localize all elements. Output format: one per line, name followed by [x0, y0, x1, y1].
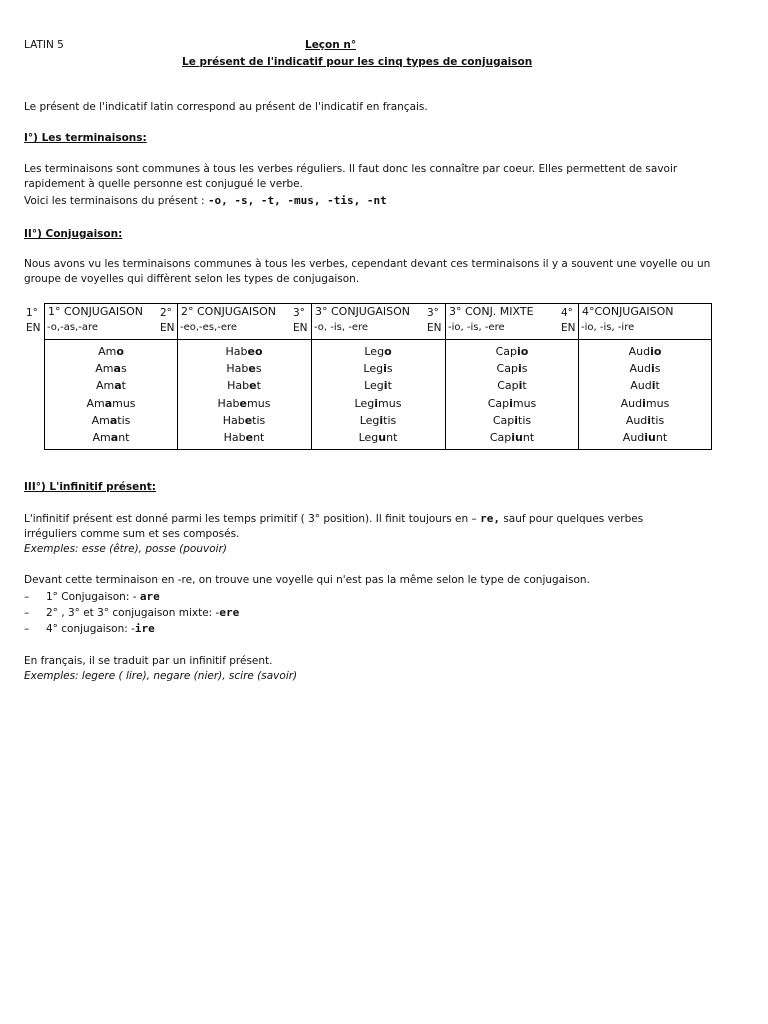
verb-stem: Leg: [354, 396, 375, 410]
verb-stem: Leg: [364, 379, 384, 393]
verb-stem: Hab: [223, 430, 246, 444]
verb-ending: nt: [522, 430, 535, 444]
verb-vowel: eo: [247, 345, 263, 358]
verb-vowel: a: [114, 379, 122, 393]
verb-ending: s: [654, 362, 661, 376]
section3-line4: En français, il se traduit par un infinitif présent.: [24, 655, 273, 667]
verb-vowel: iu: [511, 430, 523, 444]
verb-vowel: a: [104, 396, 113, 410]
verb-vowel: i: [374, 396, 379, 410]
verb-form: [578, 429, 712, 446]
verb-vowel: i: [383, 379, 388, 393]
section3-line1c: sauf pour quelques verbes: [499, 513, 644, 525]
verb-ending: s: [386, 362, 393, 376]
verb-ending: mus: [378, 396, 402, 410]
verb-stem: Am: [95, 362, 114, 376]
verb-ending: t: [121, 379, 126, 393]
verb-form: [311, 343, 445, 360]
verb-stem: Am: [92, 430, 111, 444]
page-title: Le présent de l'indicatif pour les cinq types de conjugaison: [182, 56, 533, 68]
verb-ending: tis: [383, 413, 397, 427]
verb-stem: Aud: [630, 379, 652, 393]
verb-ending: t: [256, 379, 261, 393]
verb-vowel: i: [383, 362, 387, 376]
column-forms: [177, 343, 311, 446]
column-forms: [311, 343, 445, 446]
verb-form: [44, 377, 178, 394]
verb-vowel: i: [651, 379, 656, 393]
infinitive-ending: ire: [134, 622, 155, 635]
verb-stem: Aud: [628, 345, 651, 358]
verb-vowel: o: [384, 345, 392, 358]
verb-stem: Am: [95, 379, 115, 393]
verb-form: [311, 429, 445, 446]
verb-stem: Leg: [363, 362, 384, 376]
side-label-en: EN: [427, 322, 442, 334]
section3-heading: III°) L'infinitif présent:: [24, 481, 156, 493]
infinitive-ending: ere: [219, 606, 240, 619]
section1-line2: rapidement à quelle personne est conjugué le verbe.: [24, 178, 303, 190]
verb-form: [578, 377, 712, 394]
verb-stem: Cap: [497, 379, 519, 393]
verb-vowel: e: [249, 379, 257, 393]
column-title: 2° CONJUGAISON: [181, 305, 277, 318]
column-title: 4°CONJUGAISON: [582, 305, 674, 318]
verb-vowel: i: [509, 396, 513, 410]
verb-form: [311, 377, 445, 394]
verb-stem: Leg: [358, 430, 379, 444]
verb-ending: nt: [386, 430, 398, 444]
side-label-number: 2°: [160, 307, 172, 319]
column-forms: [445, 343, 579, 446]
section3-line1: [24, 511, 643, 527]
course-label: LATIN 5: [24, 39, 64, 51]
verb-ending: nt: [253, 430, 265, 444]
side-label-en: EN: [561, 322, 576, 334]
re-ending: re,: [480, 512, 500, 525]
column-endings: -o, -is, -ere: [314, 322, 369, 333]
section1-heading: I°) Les terminaisons:: [24, 132, 147, 144]
verb-stem: Cap: [487, 396, 510, 410]
verb-ending: t: [387, 379, 392, 393]
column-endings: -io, -is, -ire: [581, 322, 635, 333]
list-text: 4° conjugaison: -: [46, 623, 135, 635]
verb-form: [311, 395, 445, 412]
verb-form: [311, 412, 445, 429]
infinitive-list-item: [24, 605, 239, 621]
verb-stem: Aud: [629, 362, 651, 376]
verb-ending: nt: [655, 430, 668, 444]
verb-ending: mus: [645, 396, 670, 410]
example-infinitives: Exemples: legere ( lire), negare (nier), scire (savoir): [24, 670, 298, 682]
section3-line2: irréguliers comme sum et ses composés.: [24, 528, 240, 540]
present-endings: -o, -s, -t, -mus, -tis, -nt: [207, 194, 387, 207]
verb-stem: Cap: [489, 430, 512, 444]
verb-form: [445, 395, 579, 412]
list-dash: –: [24, 623, 30, 635]
verb-stem: Hab: [227, 379, 250, 393]
verb-form: [445, 429, 579, 446]
infinitive-list-item: [24, 621, 155, 637]
verb-form: [445, 360, 579, 377]
section1-line3-text: Voici les terminaisons du présent :: [24, 195, 208, 207]
verb-ending: mus: [512, 396, 537, 410]
verb-vowel: io: [650, 345, 662, 358]
section1-line3: [24, 193, 387, 209]
verb-stem: Hab: [226, 362, 249, 376]
verb-form: [578, 343, 712, 360]
verb-ending: tis: [117, 413, 131, 427]
side-label-en: EN: [293, 322, 308, 334]
column-title: 3° CONJ. MIXTE: [449, 305, 534, 318]
verb-stem: Aud: [620, 396, 643, 410]
verb-form: [445, 377, 579, 394]
side-label-number: 3°: [427, 307, 439, 319]
side-label-number: 1°: [26, 307, 38, 319]
list-dash: –: [24, 591, 30, 603]
verb-stem: Cap: [496, 362, 518, 376]
verb-form: [177, 412, 311, 429]
verb-stem: Hab: [225, 345, 248, 358]
verb-ending: mus: [112, 396, 136, 410]
example-irregular: Exemples: esse (être), posse (pouvoir): [24, 543, 227, 555]
column-forms: [44, 343, 178, 446]
list-text: 1° Conjugaison: -: [46, 591, 140, 603]
section2-line2: groupe de voyelles qui diffèrent selon les types de conjugaison.: [24, 273, 360, 285]
verb-vowel: i: [647, 413, 652, 427]
column-title: 1° CONJUGAISON: [48, 305, 144, 318]
verb-stem: Cap: [495, 345, 518, 358]
column-endings: -o,-as,-are: [47, 322, 98, 333]
verb-stem: Leg: [364, 345, 385, 358]
verb-vowel: i: [517, 362, 522, 376]
verb-vowel: e: [248, 362, 256, 376]
verb-vowel: a: [109, 413, 118, 427]
verb-vowel: i: [650, 362, 655, 376]
verb-vowel: i: [518, 379, 523, 393]
verb-form: [44, 360, 178, 377]
verb-form: [177, 377, 311, 394]
section3-line3: Devant cette terminaison en -re, on trouve une voyelle qui n'est pas la même selon le type de conjugaison.: [24, 574, 590, 586]
verb-ending: s: [255, 362, 262, 376]
section2-heading: II°) Conjugaison:: [24, 228, 123, 240]
verb-vowel: e: [244, 413, 253, 427]
column-endings: -eo,-es,-ere: [180, 322, 238, 333]
verb-vowel: e: [239, 396, 248, 410]
table-header-divider: [44, 339, 712, 340]
verb-form: [311, 360, 445, 377]
section1-line1: Les terminaisons sont communes à tous les verbes réguliers. Il faut donc les connaître par coeur. Elles permettent de savoir: [24, 163, 678, 175]
verb-vowel: a: [113, 362, 121, 376]
verb-form: [44, 395, 178, 412]
verb-stem: Hab: [222, 413, 245, 427]
section2-line1: Nous avons vu les terminaisons communes à tous les verbes, cependant devant ces terminaisons il y a souvent une voyelle ou un: [24, 258, 711, 270]
verb-stem: Aud: [625, 413, 648, 427]
verb-form: [177, 429, 311, 446]
verb-ending: tis: [518, 413, 532, 427]
intro-text: Le présent de l'indicatif latin correspond au présent de l'indicatif en français.: [24, 101, 428, 113]
verb-form: [578, 395, 712, 412]
verb-stem: Aud: [622, 430, 645, 444]
verb-ending: s: [521, 362, 528, 376]
column-endings: -io, -is, -ere: [448, 322, 505, 333]
verb-ending: tis: [651, 413, 665, 427]
verb-form: [578, 412, 712, 429]
verb-stem: Hab: [217, 396, 240, 410]
list-text: 2° , 3° et 3° conjugaison mixte: -: [46, 607, 220, 619]
verb-form: [177, 395, 311, 412]
verb-stem: Am: [86, 396, 105, 410]
verb-form: [578, 360, 712, 377]
side-label-number: 3°: [293, 307, 305, 319]
column-forms: [578, 343, 712, 446]
verb-ending: t: [522, 379, 527, 393]
verb-stem: Am: [98, 345, 117, 358]
verb-form: [44, 429, 178, 446]
verb-vowel: io: [517, 345, 529, 358]
verb-form: [445, 343, 579, 360]
verb-stem: Leg: [359, 413, 380, 427]
verb-stem: Am: [91, 413, 110, 427]
verb-vowel: a: [110, 430, 119, 444]
verb-form: [44, 343, 178, 360]
verb-form: [445, 412, 579, 429]
verb-ending: mus: [247, 396, 271, 410]
side-label-en: EN: [160, 322, 175, 334]
verb-form: [177, 360, 311, 377]
verb-vowel: o: [116, 345, 124, 358]
list-dash: –: [24, 607, 30, 619]
verb-ending: tis: [252, 413, 266, 427]
lesson-label: Leçon n°: [305, 39, 357, 51]
section3-line1a: L'infinitif présent est donné parmi les temps primitif ( 3° position). Il finit toujours en –: [24, 513, 481, 525]
side-label-en: EN: [26, 322, 41, 334]
verb-vowel: iu: [644, 430, 656, 444]
verb-ending: t: [655, 379, 660, 393]
verb-vowel: i: [642, 396, 646, 410]
verb-ending: s: [120, 362, 127, 376]
side-label-number: 4°: [561, 307, 573, 319]
infinitive-ending: are: [139, 590, 160, 603]
verb-vowel: u: [378, 430, 387, 444]
verb-stem: Cap: [492, 413, 515, 427]
verb-form: [177, 343, 311, 360]
column-title: 3° CONJUGAISON: [315, 305, 411, 318]
verb-vowel: i: [514, 413, 519, 427]
verb-ending: nt: [118, 430, 130, 444]
verb-vowel: e: [245, 430, 254, 444]
verb-form: [44, 412, 178, 429]
infinitive-list-item: [24, 589, 160, 605]
verb-vowel: i: [379, 413, 384, 427]
